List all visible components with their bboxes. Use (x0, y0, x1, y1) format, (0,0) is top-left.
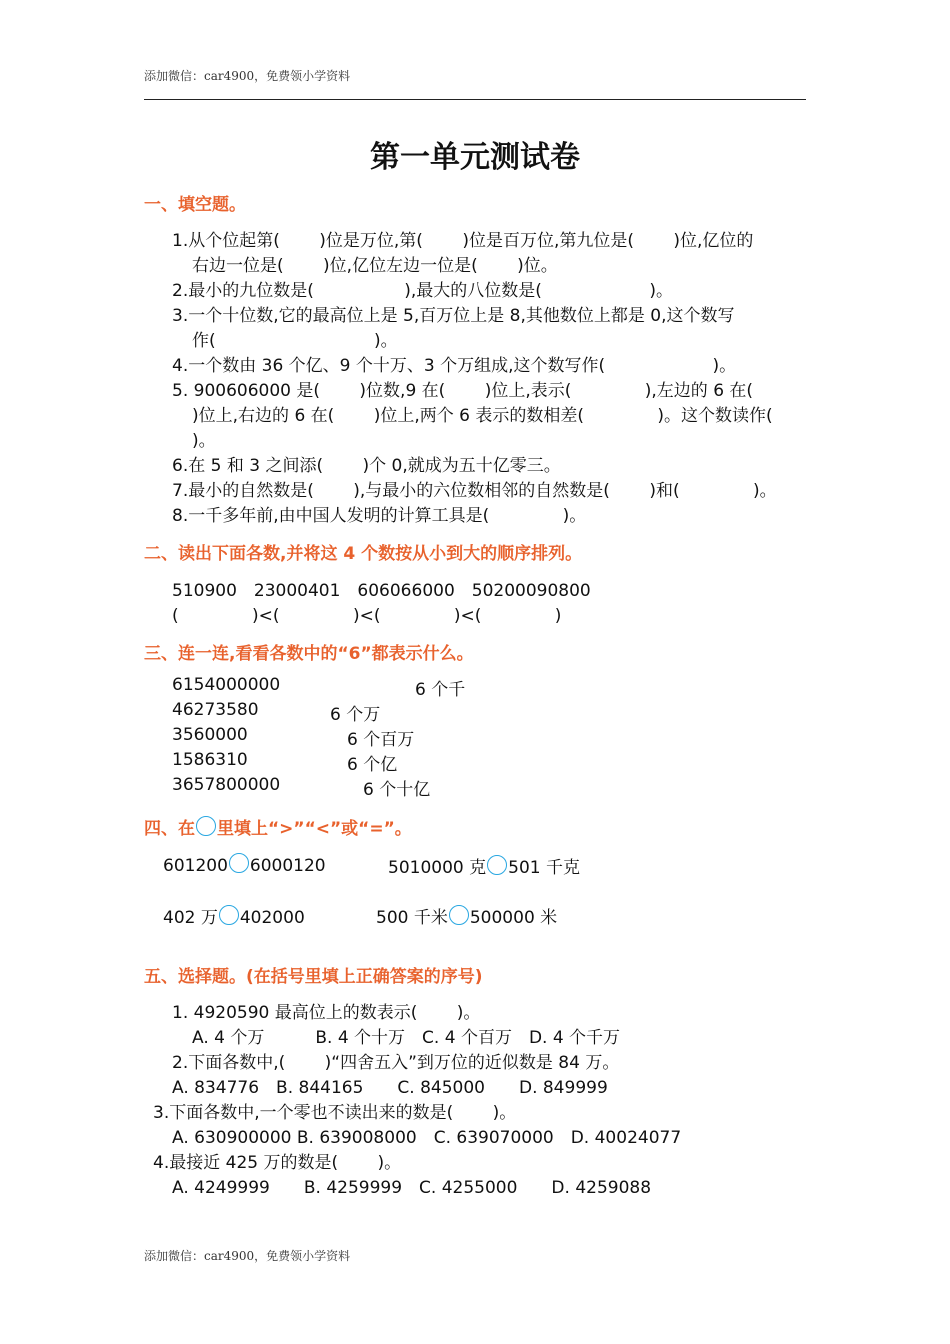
compare-left: 402 万 (163, 908, 218, 928)
section-4-title-before: 四、在 (144, 819, 195, 839)
choice-question: 1. 4920590 最高位上的数表示( )。 (172, 1003, 481, 1023)
question-line: 作( )。 (192, 331, 398, 351)
compare-right: 6000120 (249, 856, 326, 876)
choice-options: A. 834776 B. 844165 C. 845000 D. 849999 (172, 1078, 608, 1098)
choice-question: 3.下面各数中,一个零也不读出来的数是( )。 (153, 1103, 517, 1123)
choice-options: A. 630900000 B. 639008000 C. 639070000 D. 40024077 (172, 1128, 682, 1148)
choice-question: 4.最接近 425 万的数是( )。 (153, 1153, 402, 1173)
compare-left: 5010000 克 (388, 858, 487, 878)
compare-item (388, 853, 580, 878)
question-line: 右边一位是( )位,亿位左边一位是( )位。 (192, 256, 558, 276)
section-4-title-after: 里填上“>”“<”或“=”。 (217, 819, 412, 839)
compare-item (163, 903, 305, 928)
question-line: 1.从个位起第( )位是万位,第( )位是百万位,第九位是( )位,亿位的 (172, 231, 754, 251)
compare-circle[interactable] (229, 853, 249, 873)
number-list: 510900 23000401 606066000 50200090800 (172, 581, 591, 601)
question-line: 4.一个数由 36 个亿、9 个十万、3 个万组成,这个数写作( )。 (172, 356, 737, 376)
section-1-title: 一、填空题。 (144, 195, 246, 215)
question-line: 5. 900606000 是( )位数,9 在( )位上,表示( ),左边的 6 在( (172, 381, 754, 401)
compare-right: 500000 米 (469, 908, 558, 928)
choice-question: 2.下面各数中,( )“四舍五入”到万位的近似数是 84 万。 (172, 1053, 620, 1073)
header-note: 添加微信：car4900，免费领小学资料 (144, 69, 351, 83)
question-line: )。 (192, 431, 216, 451)
question-line: 8.一千多年前,由中国人发明的计算工具是( )。 (172, 506, 587, 526)
section-2-title: 二、读出下面各数,并将这 4 个数按从小到大的顺序排列。 (144, 544, 583, 564)
question-line: 3.一个十位数,它的最高位上是 5,百万位上是 8,其他数位上都是 0,这个数写 (172, 306, 735, 326)
question-line: )位上,右边的 6 在( )位上,两个 6 表示的数相差( )。这个数读作( (192, 406, 773, 426)
compare-circle[interactable] (219, 905, 239, 925)
compare-left: 500 千米 (376, 908, 448, 928)
question-line: 2.最小的九位数是( ),最大的八位数是( )。 (172, 281, 673, 301)
section-4-title (144, 814, 412, 839)
match-meaning: 6 个百万 (347, 730, 415, 750)
match-number: 46273580 (172, 700, 259, 720)
circle-icon (196, 816, 216, 836)
compare-circle[interactable] (487, 855, 507, 875)
match-meaning: 6 个亿 (347, 755, 398, 775)
section-5-title: 五、选择题。(在括号里填上正确答案的序号) (144, 967, 483, 987)
footer-note: 添加微信：car4900，免费领小学资料 (144, 1249, 351, 1263)
question-line: 7.最小的自然数是( ),与最小的六位数相邻的自然数是( )和( )。 (172, 481, 777, 501)
choice-options: A. 4 个万 B. 4 个十万 C. 4 个百万 D. 4 个千万 (192, 1028, 621, 1048)
match-number: 3657800000 (172, 775, 281, 795)
match-number: 6154000000 (172, 675, 281, 695)
match-number: 3560000 (172, 725, 248, 745)
section-3-title: 三、连一连,看看各数中的“6”都表示什么。 (144, 644, 474, 664)
page-title: 第一单元测试卷 (370, 140, 580, 175)
question-line: 6.在 5 和 3 之间添( )个 0,就成为五十亿零三。 (172, 456, 561, 476)
match-meaning: 6 个千 (415, 680, 466, 700)
match-meaning: 6 个十亿 (363, 780, 431, 800)
compare-left: 601200 (163, 856, 228, 876)
compare-item (163, 853, 326, 876)
compare-item (376, 903, 557, 928)
header-divider (144, 99, 806, 100)
compare-circle[interactable] (449, 905, 469, 925)
compare-right: 501 千克 (508, 858, 580, 878)
match-meaning: 6 个万 (330, 705, 381, 725)
order-blanks: ( )<( )<( )<( ) (172, 606, 562, 626)
choice-options: A. 4249999 B. 4259999 C. 4255000 D. 4259088 (172, 1178, 652, 1198)
match-number: 1586310 (172, 750, 248, 770)
compare-right: 402000 (239, 908, 305, 928)
